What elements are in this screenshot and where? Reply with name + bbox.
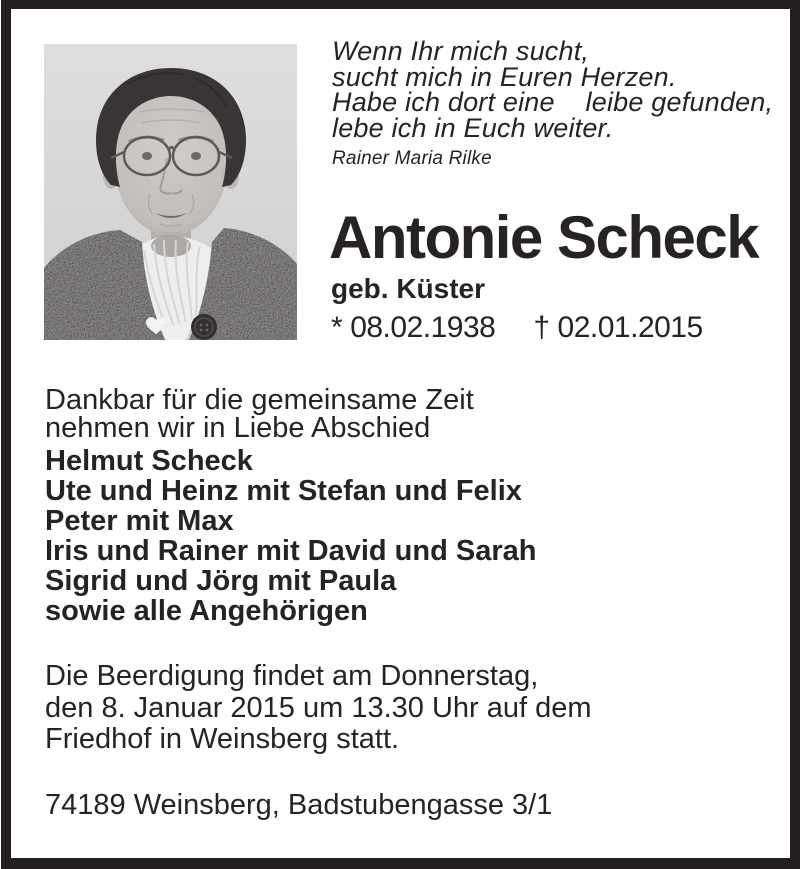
button xyxy=(191,314,217,340)
life-dates xyxy=(331,313,703,343)
death-cross-icon: † xyxy=(533,311,550,344)
mourner-item: Helmut Scheck xyxy=(45,445,253,477)
portrait-photo-svg xyxy=(44,44,297,340)
death-date xyxy=(533,313,702,343)
poem-line: sucht mich in Euren Herzen. xyxy=(332,61,677,92)
poem-line: lebe ich in Euch weiter. xyxy=(332,112,614,143)
intro-line: nehmen wir in Liebe Abschied xyxy=(45,412,431,444)
poem-attribution: Rainer Maria Rilke xyxy=(332,148,492,169)
funeral-line: Die Beerdigung findet am Donnerstag, xyxy=(45,660,539,692)
neck-shadow xyxy=(151,235,191,257)
funeral-line: Friedhof in Weinsberg statt. xyxy=(45,723,400,755)
funeral-info xyxy=(45,661,592,756)
birth-star-icon: * xyxy=(331,311,343,344)
portrait-photo xyxy=(44,44,297,340)
mourner-item: Ute und Heinz mit Stefan und Felix xyxy=(45,475,522,507)
address-line: 74189 Weinsberg, Badstubengasse 3/1 xyxy=(45,789,553,821)
intro-text xyxy=(45,386,474,442)
funeral-line: den 8. Januar 2015 um 13.30 Uhr auf dem xyxy=(45,691,592,724)
mourner-item: Peter mit Max xyxy=(45,505,234,537)
deceased-name: Antonie Scheck xyxy=(329,204,759,271)
mourner-item: Sigrid und Jörg mit Paula xyxy=(45,565,397,597)
mourners-list xyxy=(45,446,537,626)
birth-date xyxy=(331,313,495,343)
poem xyxy=(332,36,774,170)
poem-line: Wenn Ihr mich sucht, xyxy=(332,36,590,66)
poem-line: Habe ich dort eine leibe gefunden, xyxy=(332,87,774,117)
mourner-item: sowie alle Angehörigen xyxy=(45,595,368,627)
maiden-name: geb. Küster xyxy=(331,273,486,304)
intro-line: Dankbar für die gemeinsame Zeit xyxy=(45,384,474,416)
death-date-value: 02.01.2015 xyxy=(557,311,703,344)
birth-date-value: 08.02.1938 xyxy=(350,311,496,344)
mourner-item: Iris und Rainer mit David und Sarah xyxy=(45,535,537,567)
